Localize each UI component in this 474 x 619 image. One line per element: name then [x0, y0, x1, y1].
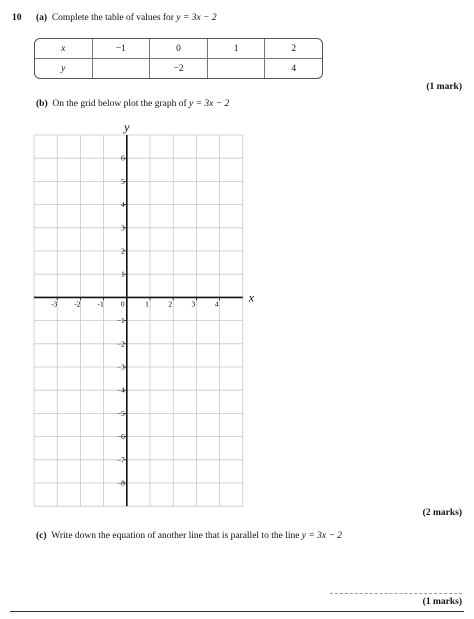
page-footer-rule [10, 611, 464, 612]
x-value-cell: 2 [265, 39, 322, 59]
y-tick-label: −4 [116, 385, 125, 395]
y-tick-label: −3 [116, 362, 125, 372]
x-tick-label: -3 [51, 299, 58, 309]
part-b-text: On the grid below plot the graph of [52, 99, 187, 109]
y-tick-label: 6 [121, 153, 125, 163]
part-b-marks: (2 marks) [422, 508, 462, 518]
y-tick-label: 3 [121, 223, 125, 233]
row-header-y: y [35, 59, 93, 78]
answer-line[interactable] [330, 593, 462, 594]
part-a-text: Complete the table of values for [51, 13, 174, 23]
part-c-marks: (1 marks) [422, 597, 462, 607]
x-tick-label: 3 [191, 299, 196, 309]
x-tick-label: 4 [214, 299, 219, 309]
part-a-marks: (1 mark) [426, 82, 462, 92]
y-tick-label: 2 [121, 246, 125, 256]
part-a-label: (a) [36, 13, 48, 23]
y-tick-label: −6 [116, 432, 125, 442]
x-tick-label: 1 [145, 299, 149, 309]
y-tick-label: 4 [121, 200, 125, 210]
y-axis-label: y [124, 120, 130, 134]
x-tick-label: -1 [97, 299, 104, 309]
y-tick-label: −8 [116, 478, 125, 488]
x-value-cell: −1 [93, 39, 151, 59]
part-c-text: Write down the equation of another line that is parallel to the line [51, 531, 300, 541]
part-c-equation: y = 3x − 2 [301, 531, 343, 541]
y-value-cell: 4 [291, 63, 297, 74]
part-b-label: (b) [36, 99, 48, 109]
x-value-cell: 1 [208, 39, 266, 59]
y-tick-label: 5 [121, 176, 125, 186]
part-c-label: (c) [36, 531, 47, 541]
y-tick-label: −1 [116, 316, 125, 326]
part-c-prompt [36, 530, 342, 542]
x-axis-label: x [248, 290, 255, 305]
grid-lines [34, 135, 243, 506]
part-b-equation: y = 3x − 2 [189, 99, 230, 109]
origin-label: 0 [120, 299, 125, 309]
part-a-equation: y = 3x − 2 [176, 13, 217, 23]
x-tick-label: -2 [74, 299, 81, 309]
y-tick-label: 1 [121, 269, 125, 279]
row-header-x: x [35, 39, 93, 59]
x-tick-label: 2 [168, 299, 173, 309]
x-value-cell: 0 [150, 39, 208, 59]
y-tick-label: −7 [116, 455, 125, 465]
y-value-cell: −2 [150, 59, 208, 78]
y-tick-label: −2 [116, 339, 125, 349]
y-tick-label: −5 [116, 408, 125, 418]
question-number: 10 [12, 13, 22, 23]
